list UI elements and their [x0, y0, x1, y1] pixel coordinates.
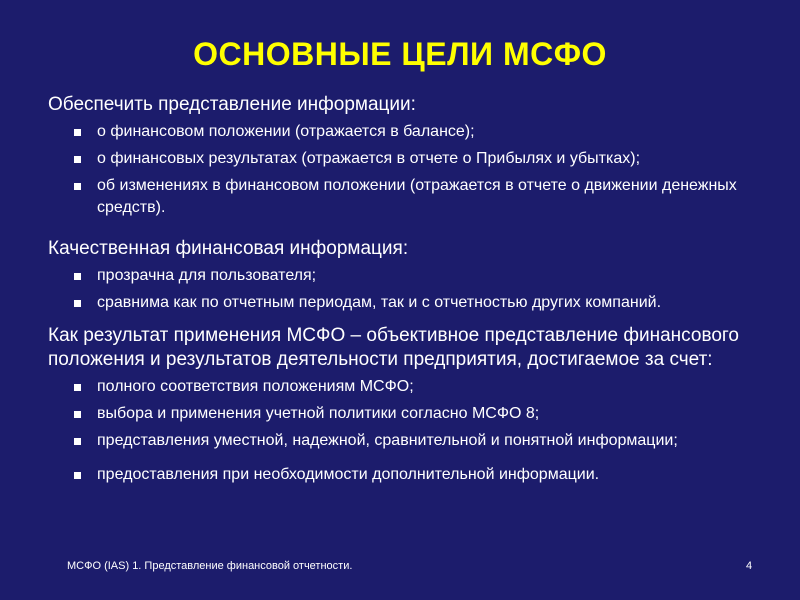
- bullet-list: [48, 121, 778, 219]
- square-bullet-icon: [74, 183, 81, 190]
- slide-content: [48, 93, 778, 491]
- list-item-text: представления уместной, надежной, сравнительной и понятной информации;: [97, 432, 678, 449]
- section-information-provision: [48, 93, 778, 219]
- section-heading: Как результат применения МСФО – объективное представление финансового положения и результатов деятельности предприятия, достигаемое за счет:: [48, 325, 739, 370]
- square-bullet-icon: [74, 129, 81, 136]
- list-item-text: о финансовых результатах (отражается в отчете о Прибылях и убытках);: [97, 150, 641, 167]
- section-ifrs-result: [48, 324, 778, 486]
- bullet-list: [48, 265, 778, 314]
- list-item: [48, 175, 778, 219]
- footer-text: МСФО (IAS) 1. Представление финансовой отчетности.: [67, 560, 353, 572]
- square-bullet-icon: [74, 472, 81, 479]
- list-item: [48, 148, 778, 170]
- section-heading: Обеспечить представление информации:: [48, 94, 416, 115]
- slide-title: ОСНОВНЫЕ ЦЕЛИ МСФО: [193, 36, 607, 72]
- list-item: [48, 430, 778, 452]
- list-item: [48, 376, 778, 398]
- square-bullet-icon: [74, 411, 81, 418]
- list-item: [48, 265, 778, 287]
- list-item-text: о финансовом положении (отражается в балансе);: [97, 123, 475, 140]
- list-item-text: сравнима как по отчетным периодам, так и с отчетностью других компаний.: [97, 294, 662, 311]
- square-bullet-icon: [74, 438, 81, 445]
- list-item: [48, 121, 778, 143]
- list-item-text: полного соответствия положениям МСФО;: [97, 378, 414, 395]
- list-item-text: предоставления при необходимости дополнительной информации.: [97, 466, 600, 483]
- list-item: [48, 464, 778, 486]
- list-item-text: об изменениях в финансовом положении (отражается в отчете о движении денежных средств).: [97, 177, 737, 216]
- square-bullet-icon: [74, 156, 81, 163]
- square-bullet-icon: [74, 273, 81, 280]
- list-item: [48, 292, 778, 314]
- list-item-text: выбора и применения учетной политики согласно МСФО 8;: [97, 405, 540, 422]
- section-quality-information: [48, 237, 778, 314]
- square-bullet-icon: [74, 300, 81, 307]
- section-heading: Качественная финансовая информация:: [48, 238, 409, 259]
- bullet-list: [48, 376, 778, 486]
- list-item-text: прозрачна для пользователя;: [97, 267, 317, 284]
- list-item: [48, 403, 778, 425]
- square-bullet-icon: [74, 384, 81, 391]
- page-number: 4: [746, 560, 753, 572]
